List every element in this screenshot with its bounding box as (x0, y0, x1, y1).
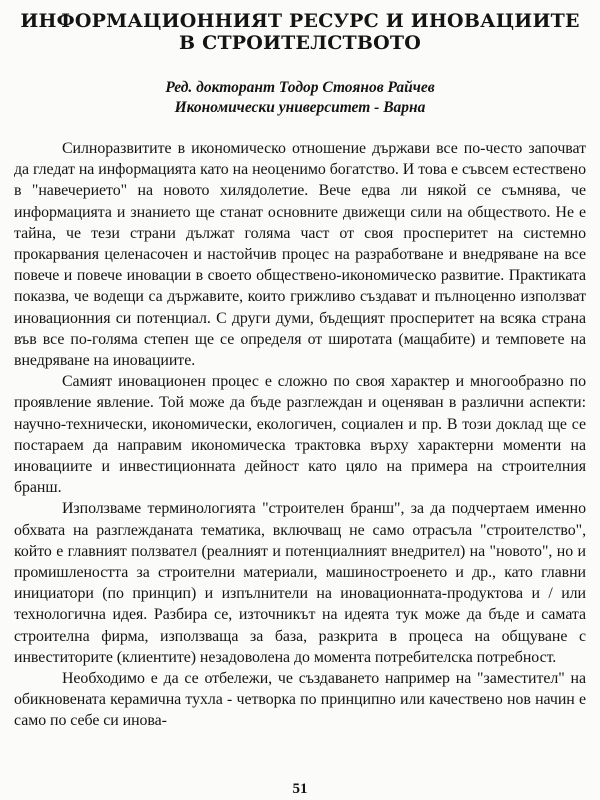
author-block (14, 78, 586, 118)
title-line-1: ИНФОРМАЦИОННИЯТ РЕСУРС И ИНОВАЦИИТЕ (20, 10, 580, 32)
body-paragraph: Силноразвитите в икономическо отношение държави все по-често започват да гледат на информацията като на неоценимо богатство. И това е съвсем естествено в "навечерието" на новото хилядолетие. Вече едва ли някой се съмнява, че информацията и знанието ще станат основните движещи сили на обществото. Не е тайна, че тези страни дължат голяма част от своя просперитет на системно прокарвания целенасочен и настойчив процес на разработване и внедряване на все повече и повече иновации в своето обществено-икономическо развитие. Практиката показва, че водещи са държавите, които грижливо създават и пълноценно използват иновационния си потенциал. С други думи, бъдещият просперитет на всяка страна във все по-голяма степен ще се определя от широтата (мащабите) и темповете на внедряване на иновациите. (14, 140, 586, 370)
author-affiliation: Икономически университет - Варна (174, 99, 426, 116)
body-paragraph: Необходимо е да се отбележи, че създаването например на "заместител" на обикновената керамична тухла - четворка по принципно или качествено нов начин е само по себе си инова- (14, 670, 586, 730)
author-name: Ред. докторант Тодор Стоянов Райчев (165, 79, 435, 96)
page-number: 51 (292, 781, 308, 797)
article-title (14, 10, 586, 54)
article-body (14, 138, 586, 732)
body-paragraph: Използваме терминологията "строителен бранш", за да подчертаем именно обхвата на разглежданата тематика, включващ не само отрасъла "строителство", който е главният ползвател (реалният и потенциалният внедрител) на "новото", но и промишлеността за строителни материали, машиностроенето и др., като главни инициатори (по принцип) и изпълнители на иновационната-продуктова и / или технологична идея. Разбира се, източникът на идеята тук може да бъде и самата строителна фирма, използваща за база, разкрита в процеса на общуване с инвеститорите (клиентите) незадоволена до момента потребителска потребност. (14, 500, 586, 666)
title-line-2: В СТРОИТЕЛСТВОТО (179, 32, 421, 54)
body-paragraph: Самият иновационен процес е сложно по своя характер и многообразно по проявление явление. Той може да бъде разглеждан и оценяван в различни аспекти: научно-технически, икономически, екологичен, социален и пр. В този доклад ще се постараем да направим икономическа трактовка върху характерни моменти на иновациите и инвестиционната дейност като цяло на примера на строителния бранш. (14, 373, 586, 497)
